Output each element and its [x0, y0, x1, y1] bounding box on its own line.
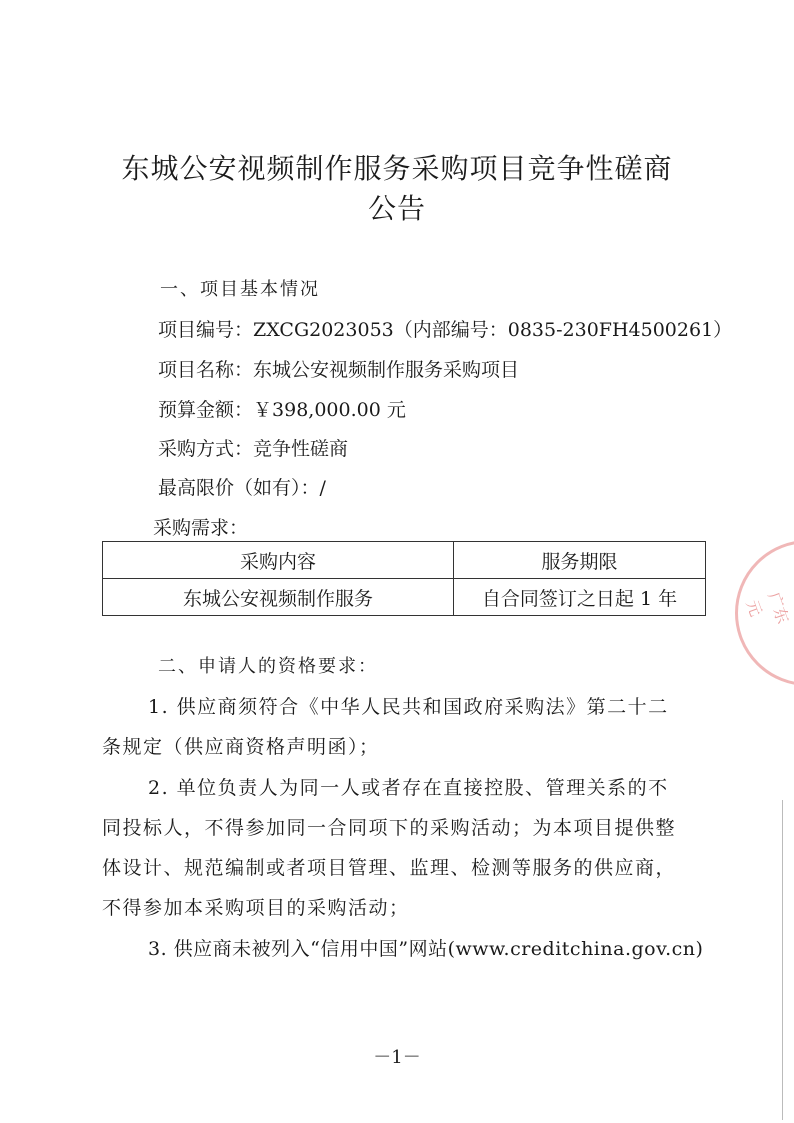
page-number: －1－	[373, 1047, 421, 1068]
table-header-cell: 采购内容	[103, 542, 454, 579]
qualification-3-line1: 3. 供应商未被列入“信用中国”网站(www.creditchina.gov.cn)	[148, 938, 704, 960]
document-title-line2: 公告	[367, 192, 426, 225]
document-title-line1: 东城公安视频制作服务采购项目竞争性磋商	[121, 152, 673, 185]
table-cell: 东城公安视频制作服务	[103, 579, 454, 616]
budget-row	[158, 395, 406, 422]
table-cell: 自合同签订之日起 1 年	[454, 579, 706, 616]
requirement-table	[102, 541, 706, 616]
table-header-row	[103, 542, 706, 579]
requirement-label: 采购需求：	[153, 517, 249, 539]
table-header-cell: 服务期限	[454, 542, 706, 579]
project-name-label: 项目名称：	[158, 359, 254, 381]
qualification-2-line3: 体设计、规范编制或者项目管理、监理、检测等服务的供应商，	[102, 857, 677, 879]
max-price-row	[158, 473, 326, 500]
max-price-value: /	[319, 477, 326, 499]
budget-value: ￥398,000.00 元	[253, 399, 406, 421]
official-seal-text: 广东元	[742, 589, 793, 627]
section1-heading: 一、项目基本情况	[160, 279, 320, 300]
method-row	[158, 434, 348, 461]
project-number-label: 项目编号：	[158, 319, 254, 341]
qualification-2-line1: 2. 单位负责人为同一人或者存在直接控股、管理关系的不	[148, 777, 669, 799]
budget-label: 预算金额：	[158, 399, 254, 421]
project-number-row	[158, 315, 732, 342]
section2-heading: 二、申请人的资格要求：	[158, 656, 378, 677]
qualification-2-line4: 不得参加本采购项目的采购活动；	[102, 897, 410, 919]
max-price-label: 最高限价（如有）：	[158, 477, 320, 499]
project-name-row	[158, 355, 519, 382]
method-value: 竞争性磋商	[253, 438, 349, 460]
table-row	[103, 579, 706, 616]
qualification-1-line1: 1. 供应商须符合《中华人民共和国政府采购法》第二十二	[148, 696, 669, 718]
project-name-value: 东城公安视频制作服务采购项目	[253, 359, 520, 381]
project-number-value: ZXCG2023053（内部编号：0835-230FH4500261）	[253, 319, 733, 341]
scan-edge-line	[782, 800, 783, 1120]
qualification-2-line2: 同投标人，不得参加同一合同项下的采购活动；为本项目提供整	[102, 817, 677, 839]
qualification-1-line2: 条规定（供应商资格声明函）；	[102, 736, 380, 758]
method-label: 采购方式：	[158, 438, 254, 460]
